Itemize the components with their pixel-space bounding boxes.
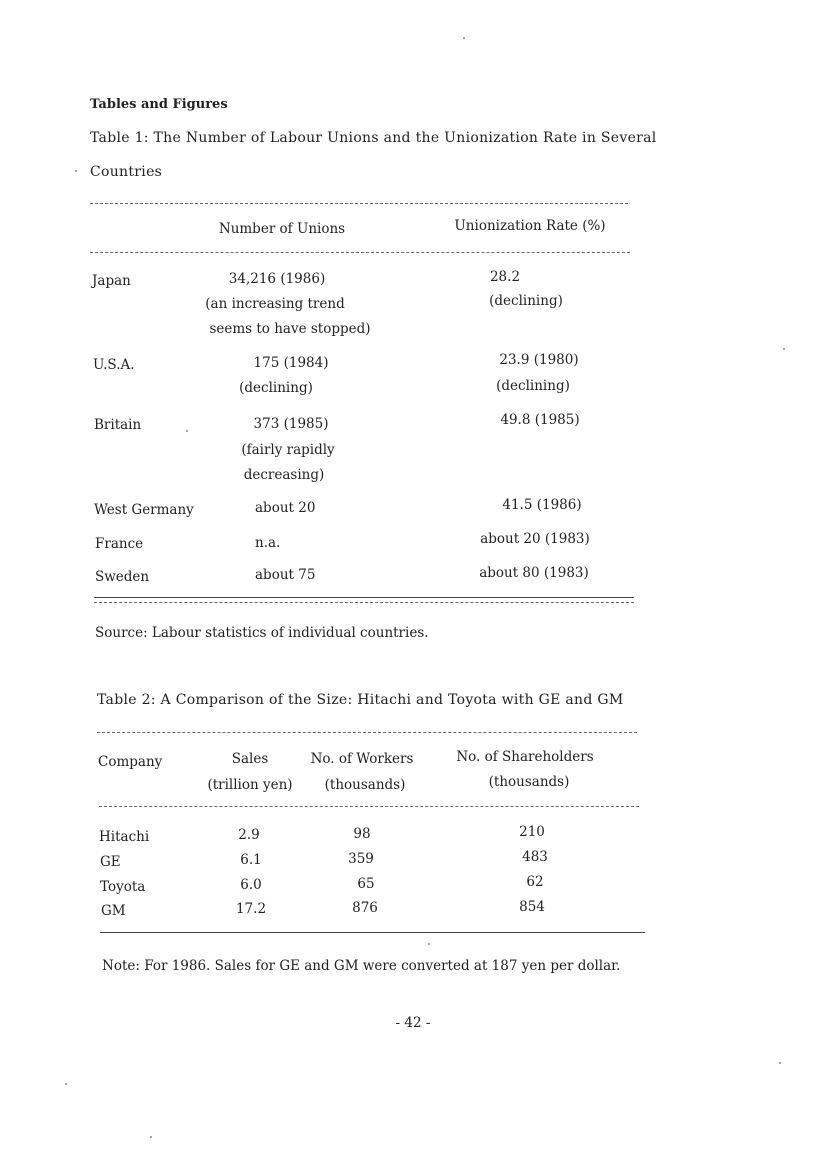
row-company: GE [100,854,121,870]
row-country: U.S.A. [93,357,135,373]
row-rate-line: about 20 (1983) [480,531,590,547]
row-sales: 17.2 [235,901,267,917]
row-workers: 65 [357,876,375,892]
row-rate-line: 49.8 (1985) [500,412,580,428]
scan-speck [150,1136,152,1138]
table-2-top-rule [97,732,637,733]
row-shareholders: 483 [522,849,548,865]
row-country: Japan [92,273,131,289]
row-rate-line: 28.2 [489,269,521,285]
table-2-header-workers: No. of Workers [310,751,414,767]
row-unions-line: (declining) [239,380,313,396]
table-1-header-unions: Number of Unions [218,221,346,237]
row-unions-line: 175 (1984) [253,355,329,371]
table-2-header-sales: Sales [231,751,269,767]
scan-speck [463,37,465,39]
row-shareholders: 210 [519,824,545,840]
row-unions-line: (fairly rapidly [241,442,335,458]
row-country: West Germany [94,502,194,518]
table-1-header-rule [90,252,630,253]
table-1-bottom-rule [94,597,634,598]
row-rate-line: (declining) [496,378,570,394]
row-workers: 876 [352,900,378,916]
row-workers: 98 [353,826,371,842]
row-rate-line: about 80 (1983) [479,565,589,581]
section-heading: Tables and Figures [90,97,228,112]
row-sales: 2.9 [238,827,260,843]
scan-speck [186,430,188,432]
table-2-header-workers-unit: (thousands) [324,777,406,793]
table-1-header-rate: Unionization Rate (%) [454,218,606,234]
scan-speck [428,943,430,945]
scan-speck [65,1083,67,1085]
table-2-header-company: Company [98,754,163,770]
row-unions-line: about 75 [255,567,316,583]
row-unions-line: decreasing) [243,467,325,483]
scan-speck [75,170,77,172]
row-country: France [95,536,144,552]
row-unions-line: 34,216 (1986) [228,271,326,287]
table-1-caption-line-2: Countries [90,164,163,180]
row-unions-line: (an increasing trend [205,296,345,312]
table-1-bottom-rule-2 [94,602,634,603]
table-1-top-rule [90,203,628,204]
table-2-header-shareholders-unit: (thousands) [488,774,570,790]
row-company: GM [101,903,126,919]
row-company: Hitachi [99,829,150,845]
table-2-header-rule [99,806,639,807]
row-unions-line: n.a. [255,535,281,551]
scan-speck [779,1062,781,1064]
row-rate-line: 23.9 (1980) [499,352,579,368]
row-rate-line: (declining) [489,293,563,309]
table-1-caption-line-1: Table 1: The Number of Labour Unions and the Unionization Rate in Several [90,130,657,146]
page-number: - 42 - [395,1015,431,1031]
table-2-header-sales-unit: (trillion yen) [207,777,293,793]
table-1-source: Source: Labour statistics of individual countries. [95,625,429,641]
row-unions-line: 373 (1985) [253,416,329,432]
table-2-note: Note: For 1986. Sales for GE and GM were converted at 187 yen per dollar. [102,958,621,974]
table-2-header-shareholders: No. of Shareholders [456,749,594,765]
row-country: Sweden [95,569,150,585]
table-2-bottom-rule [100,932,645,933]
row-rate-line: 41.5 (1986) [502,497,582,513]
row-sales: 6.1 [240,852,262,868]
row-country: Britain [94,417,142,433]
scan-speck [783,348,785,350]
row-unions-line: seems to have stopped) [209,321,371,337]
row-shareholders: 62 [526,874,544,890]
row-workers: 359 [348,851,374,867]
table-2-caption: Table 2: A Comparison of the Size: Hitachi and Toyota with GE and GM [97,692,624,708]
row-company: Toyota [100,879,146,895]
row-unions-line: about 20 [255,500,316,516]
row-sales: 6.0 [240,877,262,893]
row-shareholders: 854 [519,899,545,915]
